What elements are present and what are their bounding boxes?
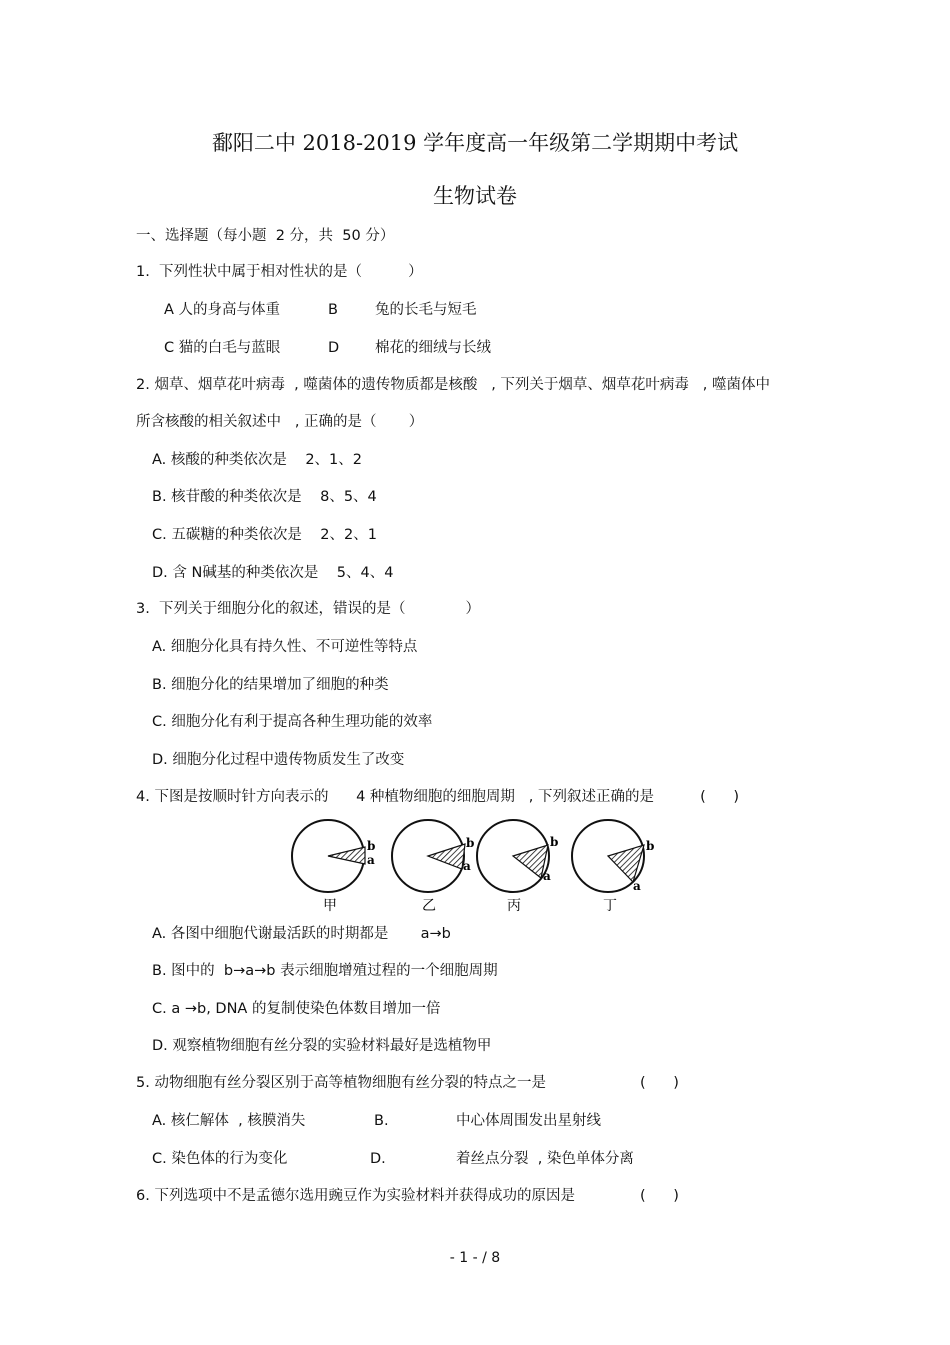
cell-label-yi: 乙 — [422, 898, 436, 914]
label-b: b — [367, 839, 376, 853]
q5-option-c: C. 染色体的行为变化 — [152, 1151, 288, 1167]
q6-bracket: ( ) — [640, 1188, 679, 1204]
label-a: a — [463, 859, 471, 873]
label-b: b — [550, 835, 559, 849]
cell-cycle-jia — [292, 820, 375, 914]
q3-option-d: D. 细胞分化过程中遗传物质发生了改变 — [152, 752, 405, 768]
q4-option-d: D. 观察植物细胞有丝分裂的实验材料最好是选植物甲 — [152, 1038, 492, 1054]
q2-stem-line2: 所含核酸的相关叙述中 , 正确的是（ ） — [136, 414, 424, 430]
q1-option-c: C 猫的白毛与蓝眼 — [164, 340, 281, 356]
q1-option-a: A 人的身高与体重 — [164, 302, 281, 318]
cell-cycle-ding — [572, 820, 654, 914]
q4-stem: 4. 下图是按顺时针方向表示的 4 种植物细胞的细胞周期 , 下列叙述正确的是 ( ) — [136, 789, 740, 805]
cell-label-ding: 丁 — [603, 898, 617, 914]
q3-option-a: A. 细胞分化具有持久性、不可逆性等特点 — [152, 639, 418, 655]
exam-title: 鄱阳二中 2018-2019 学年度高一年级第二学期期中考试 — [211, 131, 739, 155]
exam-subtitle: 生物试卷 — [433, 184, 517, 208]
q4-option-a: A. 各图中细胞代谢最活跃的时期都是 a→b — [152, 926, 451, 942]
q1-option-b-label: B — [328, 302, 338, 318]
q2-stem-line1: 2. 烟草、烟草花叶病毒 , 噬菌体的遗传物质都是核酸 , 下列关于烟草、烟草花叶病毒 , 噬菌体中 — [136, 377, 770, 393]
q5-option-b-label: B. — [374, 1113, 389, 1129]
cell-cycle-yi — [392, 820, 474, 914]
q5-option-d-label: D. — [370, 1151, 386, 1167]
label-a: a — [543, 869, 551, 883]
label-b: b — [646, 839, 655, 853]
q2-option-c: C. 五碳糖的种类依次是 2、2、1 — [152, 527, 377, 543]
page-number: - 1 - / 8 — [449, 1250, 501, 1266]
q3-option-c: C. 细胞分化有利于提高各种生理功能的效率 — [152, 714, 433, 730]
cell-cycle-figure — [285, 812, 675, 917]
q5-option-a: A. 核仁解体 , 核膜消失 — [152, 1113, 306, 1129]
cell-cycle-bing — [477, 820, 558, 914]
q6-stem: 6. 下列选项中不是孟德尔选用豌豆作为实验材料并获得成功的原因是 — [136, 1188, 575, 1204]
q4-option-b: B. 图中的 b→a→b 表示细胞增殖过程的一个细胞周期 — [152, 963, 498, 979]
q1-option-d-label: D — [328, 340, 340, 356]
label-a: a — [633, 879, 641, 893]
q5-option-d-text: 着丝点分裂 , 染色单体分离 — [456, 1151, 634, 1167]
q5-bracket: ( ) — [640, 1075, 679, 1091]
q4-option-c: C. a →b, DNA 的复制使染色体数目增加一倍 — [152, 1001, 441, 1017]
label-b: b — [466, 836, 475, 850]
q1-stem: 1. 下列性状中属于相对性状的是（ ） — [136, 264, 423, 280]
q5-stem: 5. 动物细胞有丝分裂区别于高等植物细胞有丝分裂的特点之一是 — [136, 1075, 546, 1091]
label-a: a — [367, 853, 375, 867]
cell-label-jia: 甲 — [323, 898, 337, 914]
q2-option-a: A. 核酸的种类依次是 2、1、2 — [152, 452, 362, 468]
q1-option-b-text: 兔的长毛与短毛 — [375, 302, 477, 318]
cell-label-bing: 丙 — [507, 898, 521, 914]
q3-option-b: B. 细胞分化的结果增加了细胞的种类 — [152, 677, 389, 693]
q2-option-b: B. 核苷酸的种类依次是 8、5、4 — [152, 489, 377, 505]
section-heading: 一、选择题（每小题 2 分，共 50 分） — [136, 228, 395, 244]
q2-option-d: D. 含 N碱基的种类依次是 5、4、4 — [152, 565, 394, 581]
q3-stem: 3. 下列关于细胞分化的叙述，错误的是（ ） — [136, 601, 480, 617]
q1-option-d-text: 棉花的细绒与长绒 — [375, 340, 491, 356]
q5-option-b-text: 中心体周围发出星射线 — [456, 1113, 601, 1129]
